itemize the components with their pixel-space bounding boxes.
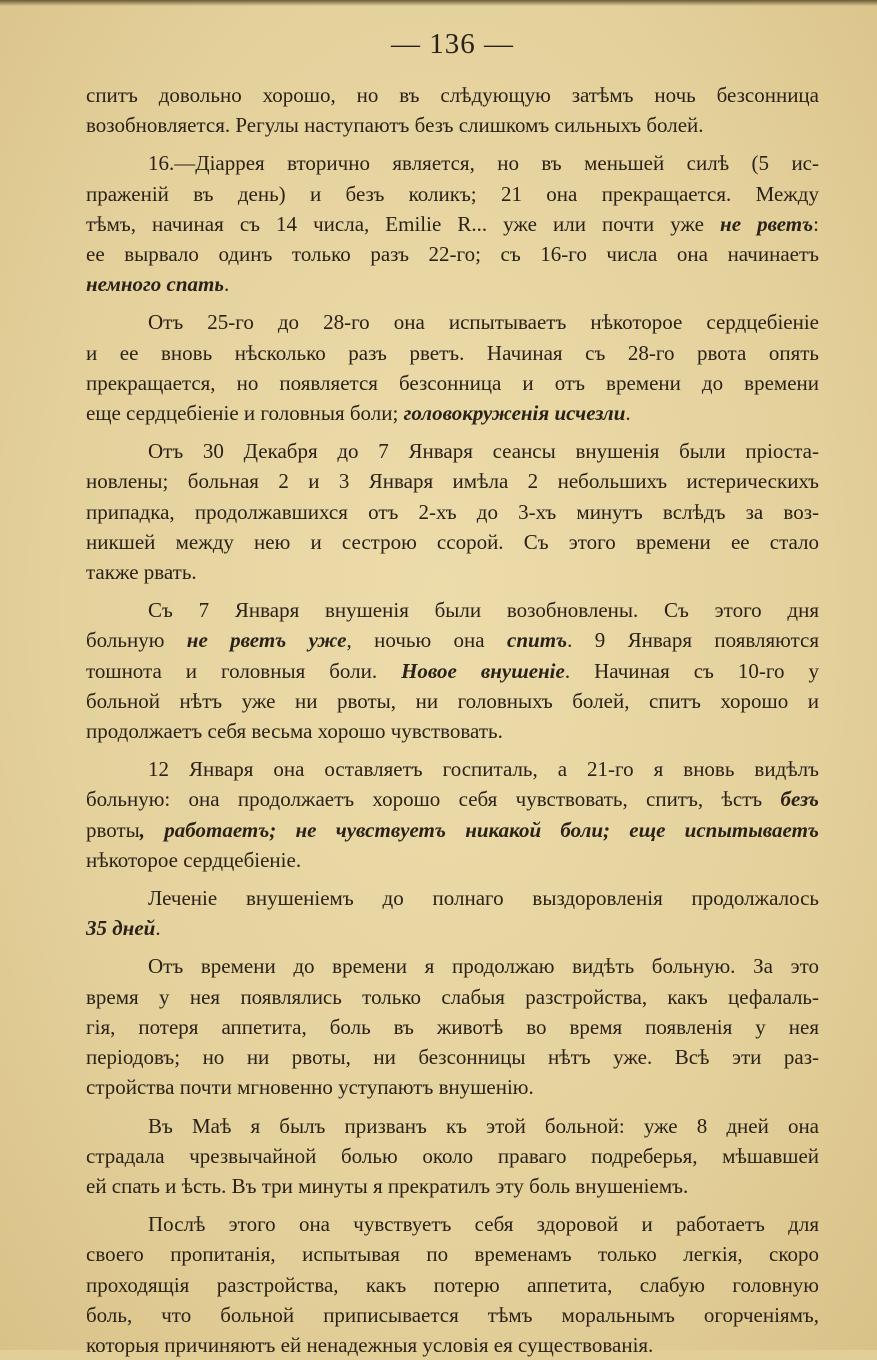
text-line: больной нѣтъ уже ни рвоты, ни головныхъ болей, спитъ хорошо и bbox=[86, 688, 819, 713]
text-line: тошнота и головныя боли. Новое внушеніе. Начиная съ 10-го у bbox=[86, 658, 819, 683]
text-line: періодовъ; но ни рвоты, ни безсонницы нѣтъ уже. Всѣ эти раз- bbox=[86, 1045, 819, 1070]
text-line: нѣкоторое сердцебіеніе. bbox=[86, 847, 302, 872]
page-top-edge bbox=[0, 0, 877, 6]
text-line: тѣмъ, начиная съ 14 числа, Emilie R... уже или почти уже не рветъ: bbox=[86, 211, 819, 236]
paragraph bbox=[86, 80, 819, 140]
text-line: и ее вновь нѣсколько разъ рветъ. Начиная съ 28-го рвота опять bbox=[86, 340, 819, 365]
text-line: 12 Января она оставляетъ госпиталь, а 21-го я вновь видѣлъ bbox=[148, 757, 819, 782]
emphasis: безъ bbox=[780, 787, 819, 812]
paragraph bbox=[86, 595, 819, 746]
body-text bbox=[86, 80, 819, 1360]
text-line: стройства почти мгновенно уступаютъ внушенію. bbox=[86, 1075, 534, 1100]
text-line: проходящія разстройства, какъ потерю аппетита, слабую головную bbox=[86, 1272, 819, 1297]
paragraph bbox=[86, 436, 819, 587]
text-line: Съ 7 Января внушенія были возобновлены. Съ этого дня bbox=[148, 598, 819, 623]
text-line: Послѣ этого она чувствуетъ себя здоровой и работаетъ для bbox=[148, 1212, 819, 1237]
text-line: еще сердцебіеніе и головныя боли; головокруженія исчезли. bbox=[86, 401, 631, 426]
emphasis: спитъ bbox=[507, 628, 568, 653]
text-line: страдала чрезвычайной болью около праваго подреберья, мѣшавшей bbox=[86, 1143, 819, 1168]
paragraph bbox=[86, 951, 819, 1102]
text-line: время у нея появлялись только слабыя разстройства, какъ цефалаль- bbox=[86, 984, 819, 1009]
text-line: также рвать. bbox=[86, 560, 197, 585]
text-line: ей спать и ѣсть. Въ три минуты я прекратилъ эту боль внушеніемъ. bbox=[86, 1173, 689, 1198]
text-line: которыя причиняютъ ей ненадежныя условія ея существованія. bbox=[86, 1332, 654, 1357]
text-line: боль, что больной приписывается тѣмъ моральнымъ огорченіямъ, bbox=[86, 1302, 819, 1327]
page-number: — 136 — bbox=[391, 28, 514, 60]
emphasis: , работаетъ; не чувствуетъ никакой боли; еще испытываетъ bbox=[139, 817, 819, 842]
text-line: новлены; больная 2 и 3 Января имѣла 2 небольшихъ истерическихъ bbox=[86, 469, 819, 494]
text-line: возобновляется. Регулы наступаютъ безъ слишкомъ сильныхъ болей. bbox=[86, 113, 704, 138]
paragraph bbox=[86, 148, 819, 299]
text-line: Отъ 30 Декабря до 7 Января сеансы внушенія были пріоста- bbox=[148, 439, 819, 464]
emphasis: немного спать bbox=[86, 272, 224, 297]
text-line: праженій въ день) и безъ коликъ; 21 она прекращается. Между bbox=[86, 181, 819, 206]
emphasis: не рветъ уже bbox=[186, 628, 347, 653]
text-line: припадка, продолжавшихся отъ 2-хъ до 3-хъ минутъ вслѣдъ за воз- bbox=[86, 499, 819, 524]
text-line: гія, потеря аппетита, боль въ животѣ во время появленія у нея bbox=[86, 1014, 819, 1039]
paragraph bbox=[86, 754, 819, 875]
text-line: своего пропитанія, испытывая по временамъ только легкія, скоро bbox=[86, 1242, 819, 1267]
paragraph bbox=[86, 1209, 819, 1360]
text-line: Отъ 25-го до 28-го она испытываетъ нѣкоторое сердцебіеніе bbox=[148, 310, 819, 335]
emphasis: 35 дней bbox=[86, 916, 156, 941]
text-line: спитъ довольно хорошо, но въ слѣдующую затѣмъ ночь безсонница bbox=[86, 83, 819, 107]
text-line: Въ Маѣ я былъ призванъ къ этой больной: уже 8 дней она bbox=[148, 1113, 819, 1138]
text-line: никшей между нею и сестрою ссорой. Съ этого времени ее стало bbox=[86, 529, 819, 554]
emphasis: Новое внушеніе bbox=[401, 658, 565, 683]
text-line: 16.—Діаррея вторично является, но въ меньшей силѣ (5 ис- bbox=[148, 151, 819, 176]
text-line: прекращается, но появляется безсонница и отъ времени до времени bbox=[86, 370, 819, 395]
paragraph bbox=[86, 1111, 819, 1202]
paragraph bbox=[86, 883, 819, 943]
text-line: Леченіе внушеніемъ до полнаго выздоровленія продолжалось bbox=[148, 886, 819, 911]
text-line: ее вырвало одинъ только разъ 22-го; съ 16-го числа она начинаетъ bbox=[86, 242, 819, 267]
text-line: Отъ времени до времени я продолжаю видѣть больную. За это bbox=[148, 954, 819, 979]
text-line: больную: она продолжаетъ хорошо себя чувствовать, спитъ, ѣстъ безъ bbox=[86, 787, 819, 812]
text-line: продолжаетъ себя весьма хорошо чувствовать. bbox=[86, 719, 503, 744]
text-line: больную не рветъ уже, ночью она спитъ. 9 Января появляются bbox=[86, 628, 819, 653]
paragraph bbox=[86, 307, 819, 428]
text-line: рвоты, работаетъ; не чувствуетъ никакой боли; еще испытываетъ bbox=[86, 817, 819, 842]
text-line: 35 дней. bbox=[86, 916, 161, 941]
text-line: немного спать. bbox=[86, 272, 230, 297]
emphasis: не рветъ bbox=[720, 211, 814, 236]
emphasis: головокруженія исчезли bbox=[403, 401, 626, 426]
